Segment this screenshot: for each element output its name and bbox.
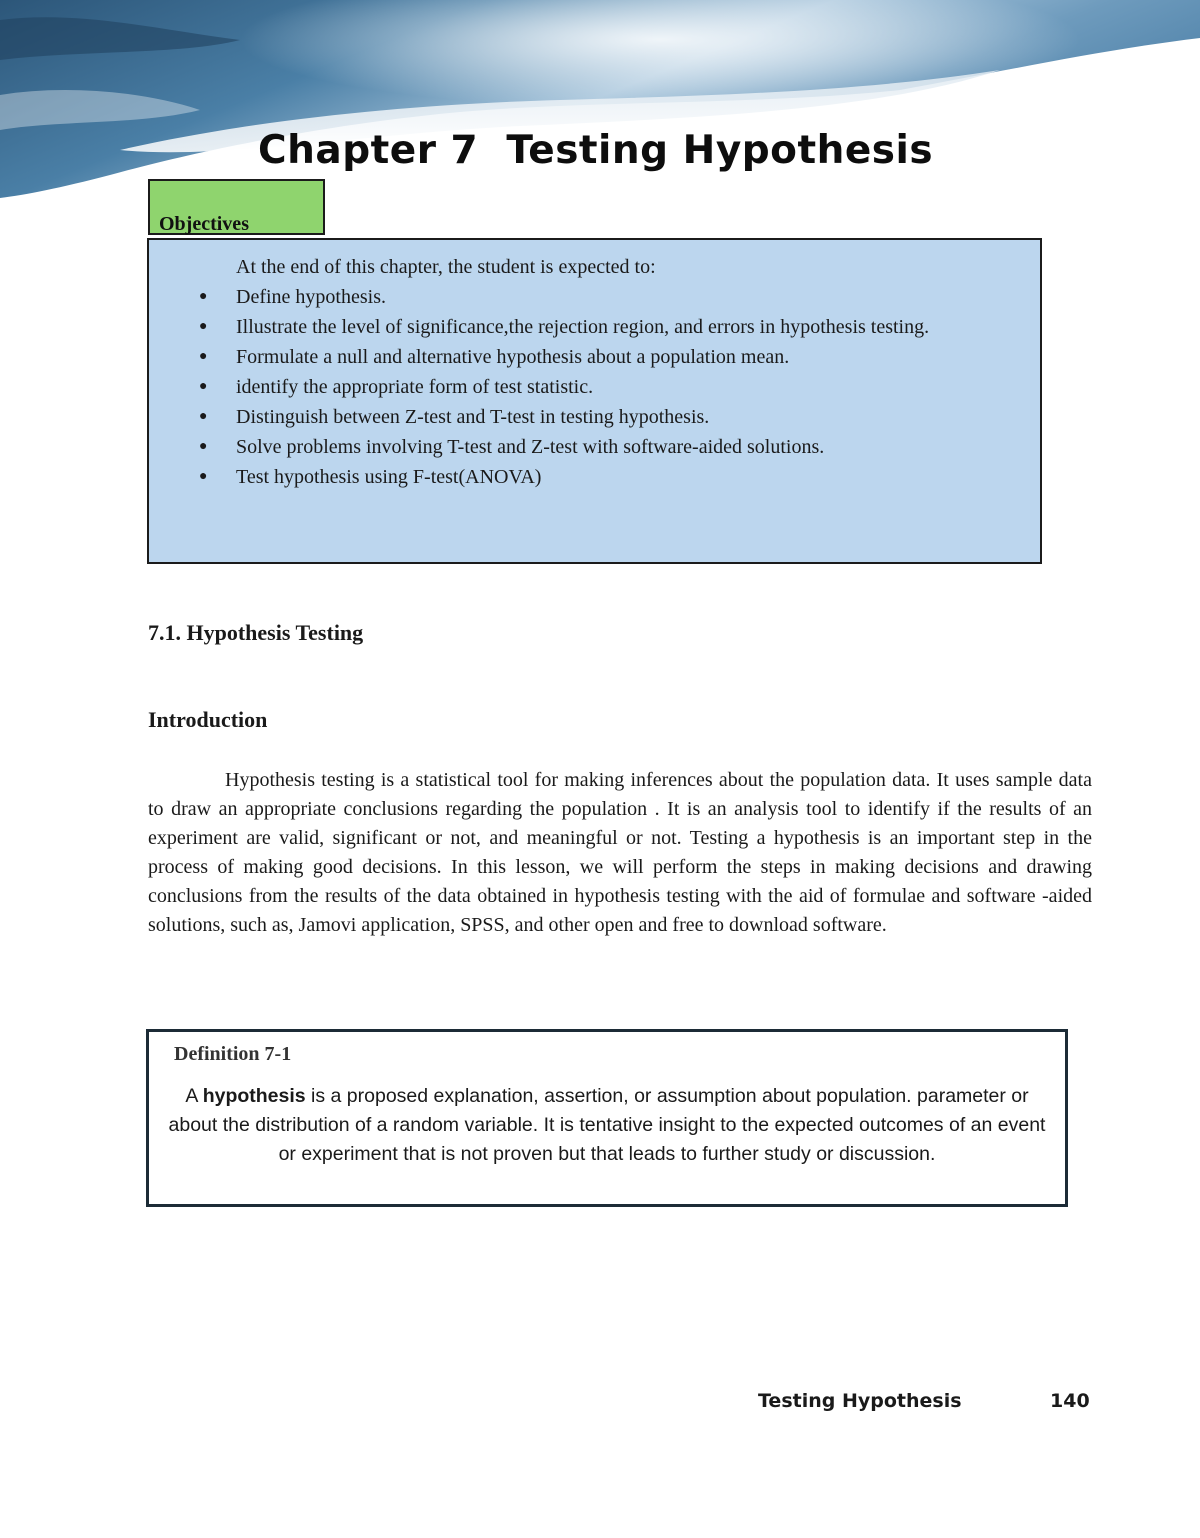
definition-term: hypothesis	[202, 1085, 306, 1107]
objectives-box	[147, 238, 1042, 564]
chapter-title: Chapter 7 Testing Hypothesis	[258, 128, 934, 173]
objective-item: ● Test hypothesis using F-test(ANOVA)	[187, 462, 1027, 492]
page-number: 140	[1050, 1390, 1090, 1412]
objectives-tab	[148, 179, 325, 235]
objectives-intro: At the end of this chapter, the student is expected to:	[236, 256, 656, 278]
footer-title: Testing Hypothesis	[758, 1390, 962, 1412]
introduction-paragraph: Hypothesis testing is a statistical tool for making inferences about the population data. It uses sample data to draw an appropriate conclusions regarding the population . It is an analysis tool to identify if the results of an experiment are valid, significant or not, and meaningful or not. Testing a hypothesis is an important step in the process of making good decisions. In this lesson, we will perform the steps in making decisions and drawing conclusions from the results of the data obtained in hypothesis testing with the aid of formulae and software -aided solutions, such as, Jamovi application, SPSS, and other open and free to download software.	[148, 769, 1092, 936]
definition-title: Definition 7-1	[174, 1043, 292, 1065]
definition-text: A hypothesis is a proposed explanation, assertion, or assumption about population. parameter or about the distribution of a random variable. It is tentative insight to the expected outcomes of an event or experiment that is not proven but that leads to further study or discussion.	[168, 1085, 1046, 1165]
objective-item: ● Solve problems involving T-test and Z-test with software-aided solutions.	[187, 432, 1027, 462]
objective-item: ● Distinguish between Z-test and T-test in testing hypothesis.	[187, 402, 1027, 432]
objective-item: ● Define hypothesis.	[187, 282, 1027, 312]
bullet-dot-icon: ●	[199, 409, 208, 424]
bullet-dot-icon: ●	[199, 469, 208, 484]
introduction-heading: Introduction	[148, 707, 268, 732]
objectives-list	[187, 282, 1027, 492]
section-heading: 7.1. Hypothesis Testing	[148, 620, 364, 645]
bullet-dot-icon: ●	[199, 379, 208, 394]
bullet-dot-icon: ●	[199, 349, 208, 364]
definition-box	[146, 1029, 1068, 1207]
bullet-dot-icon: ●	[199, 319, 208, 334]
objective-item: ● identify the appropriate form of test statistic.	[187, 372, 1027, 402]
bullet-dot-icon: ●	[199, 439, 208, 454]
bullet-dot-icon: ●	[199, 289, 208, 304]
objective-item: ● Illustrate the level of significance,the rejection region, and errors in hypothesis testing.	[187, 312, 1027, 342]
objective-item: ● Formulate a null and alternative hypothesis about a population mean.	[187, 342, 1027, 372]
objectives-label: Objectives	[159, 213, 249, 235]
